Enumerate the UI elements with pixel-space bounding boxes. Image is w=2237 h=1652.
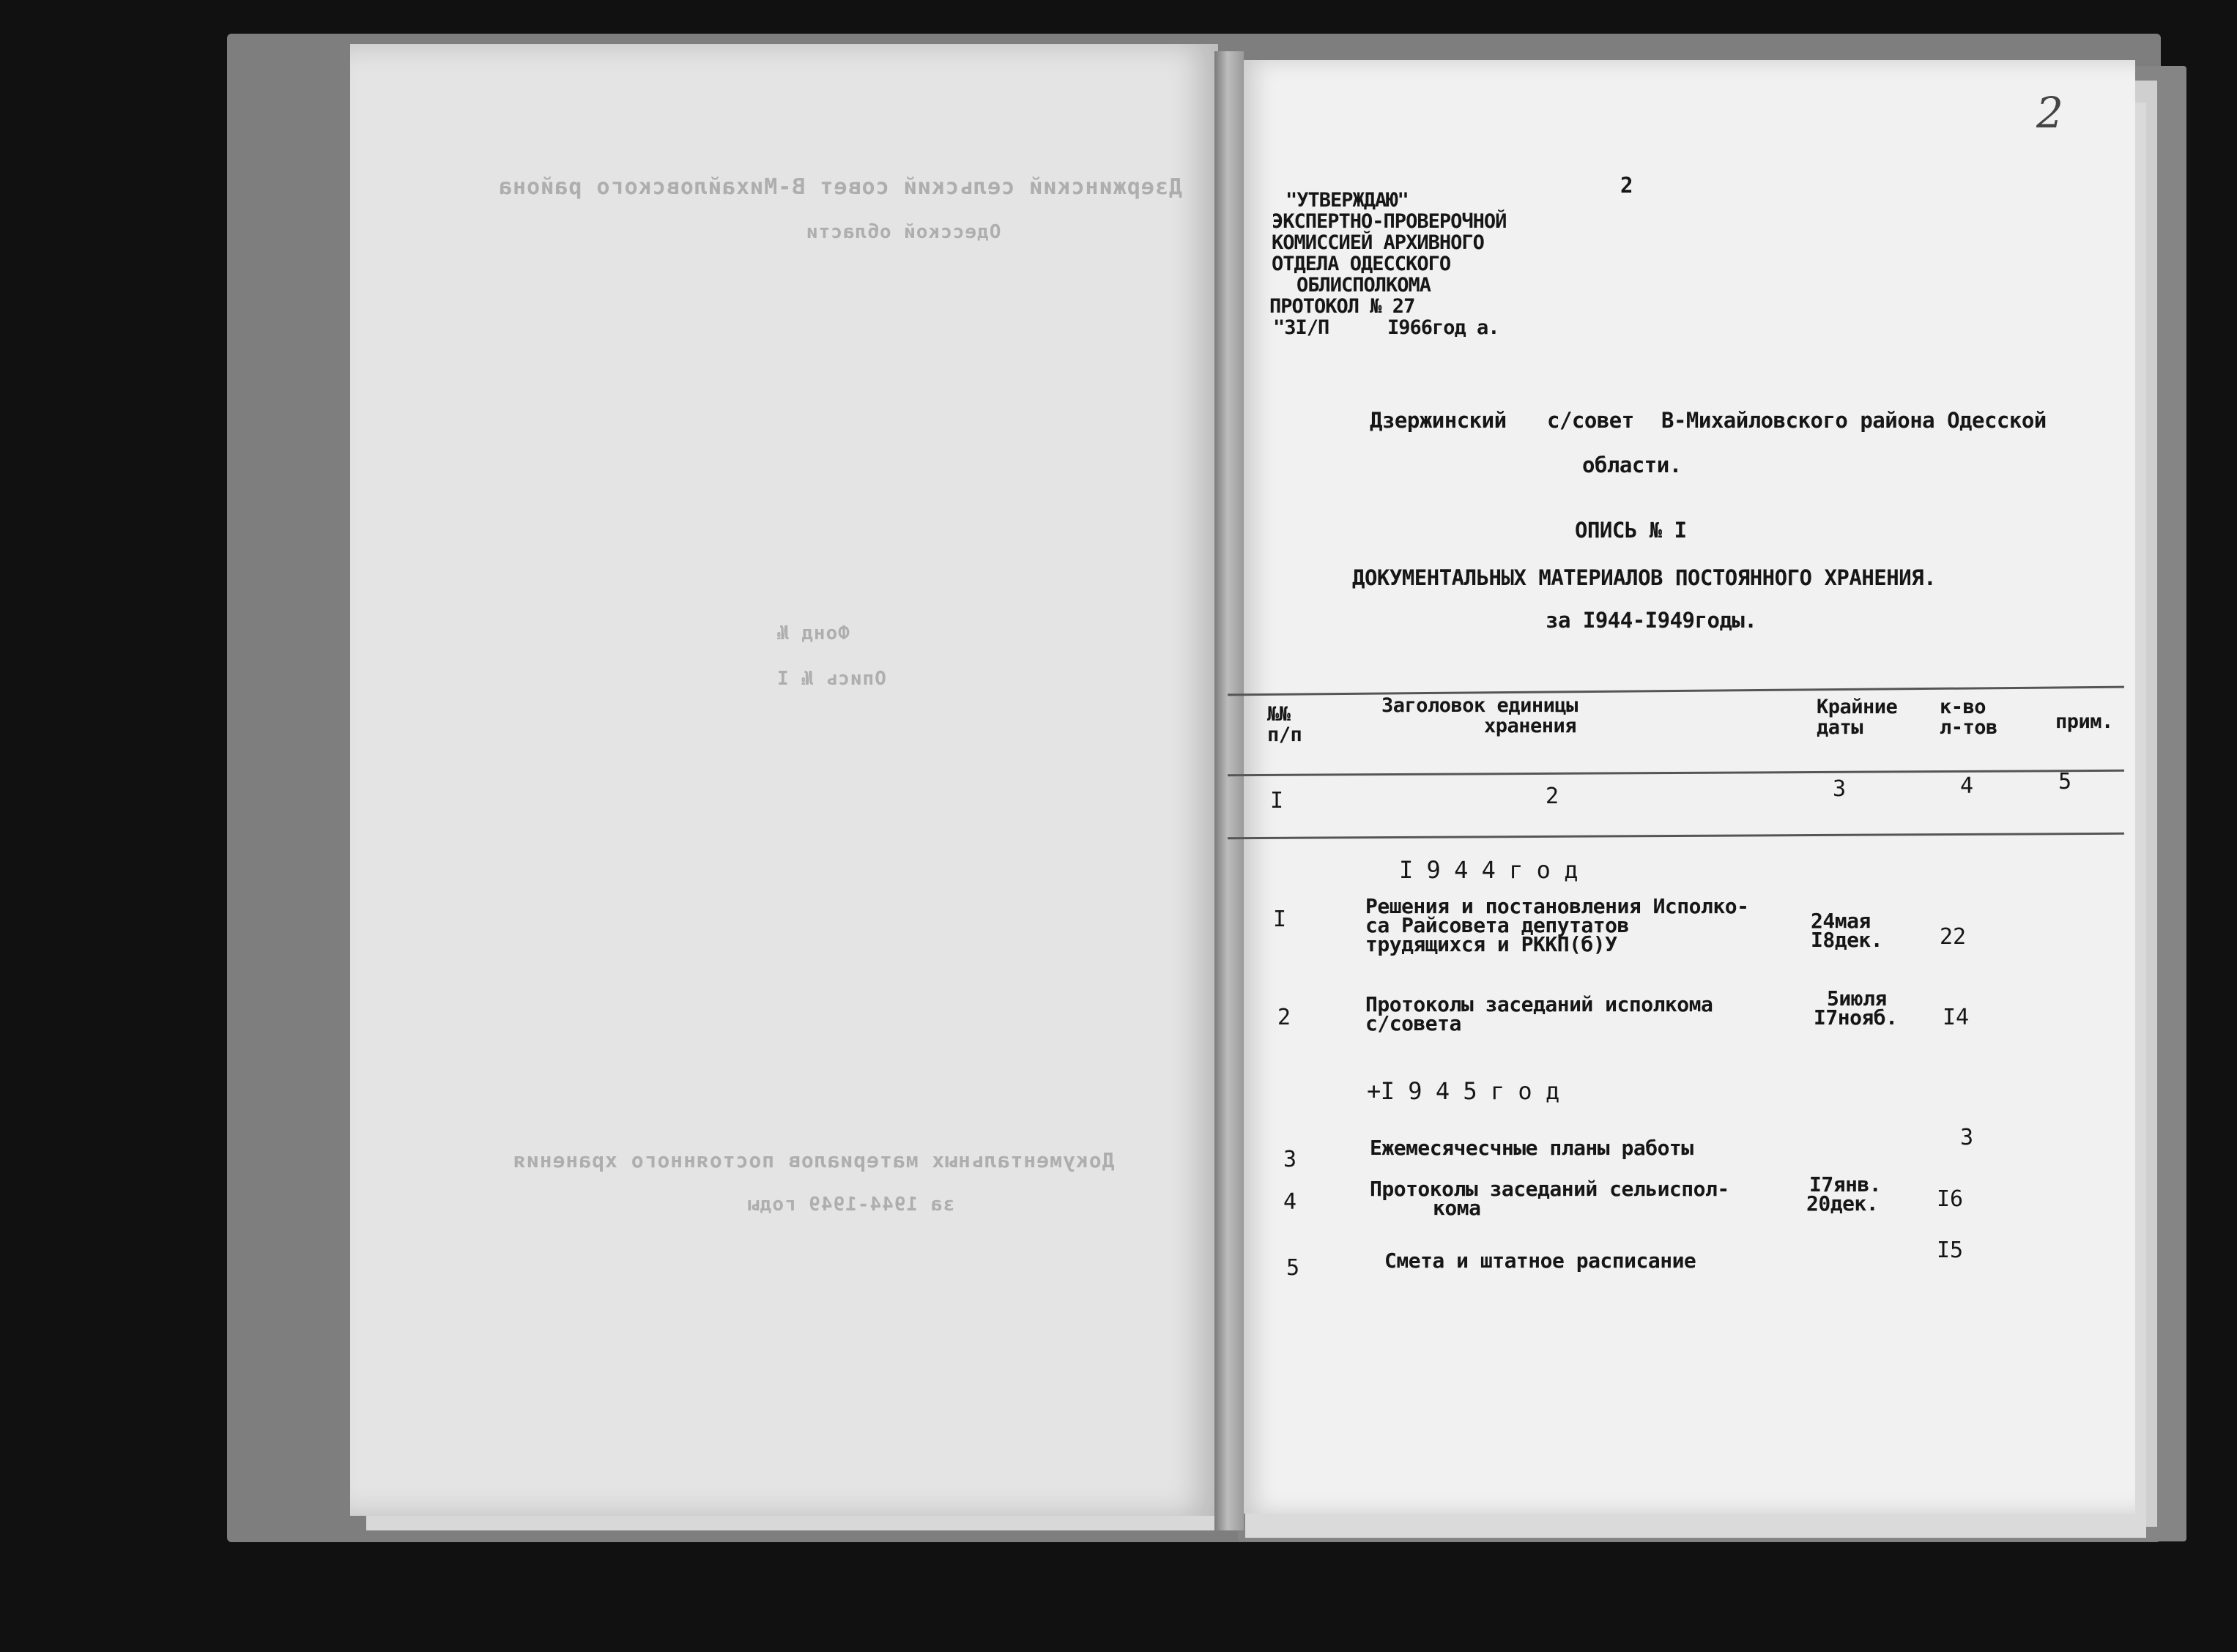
row-date-start: 5июля: [1827, 986, 1887, 1011]
col-number: 2: [1546, 784, 1559, 809]
inventory-subtitle: ДОКУМЕНТАЛЬНЫХ МАТЕРИАЛОВ ПОСТОЯННОГО ХРАНЕНИЯ.: [1352, 565, 1937, 590]
row-sheet-count: 22: [1940, 924, 1967, 950]
stamp-line: КОМИССИЕЙ АРХИВНОГО: [1272, 231, 1484, 254]
ghost-line: за 1944-1949 годы: [747, 1194, 955, 1216]
row-date-start: 24мая: [1811, 909, 1871, 933]
row-title: Ежемесячесчные планы работы: [1370, 1136, 1693, 1160]
col-header-dates: Крайние: [1817, 696, 1898, 718]
ghost-line: Документальных материалов постоянного хранения: [513, 1148, 1115, 1172]
row-sheet-count: I5: [1937, 1238, 1964, 1263]
row-title: с/совета: [1365, 1011, 1461, 1035]
header-village-council: Дзержинский: [1370, 408, 1507, 433]
row-sheet-count: I6: [1937, 1186, 1964, 1212]
book-spine: [1214, 51, 1244, 1530]
row-title: Протоколы заседаний сельиспол-: [1370, 1177, 1729, 1201]
row-number: 4: [1283, 1189, 1297, 1215]
col-header-notes: прим.: [2055, 710, 2113, 733]
left-page: [350, 44, 1218, 1516]
row-title: Смета и штатное расписание: [1384, 1249, 1696, 1273]
stamp-line: ОБЛИСПОЛКОМА: [1296, 274, 1431, 297]
ghost-line: Одесской области: [806, 221, 1001, 243]
row-sheet-count: 3: [1960, 1125, 1974, 1150]
col-header-dates: даты: [1817, 716, 1863, 739]
year-heading-1944: I 9 4 4 г о д: [1399, 856, 1578, 884]
col-number: 3: [1833, 776, 1847, 802]
stamp-date-year: I966год а.: [1387, 316, 1499, 339]
stamp-date-day: "3I/П: [1273, 316, 1329, 339]
header-council-type: с/совет: [1547, 408, 1634, 433]
row-title: кома: [1433, 1196, 1481, 1220]
row-date-end: I7нояб.: [1814, 1005, 1898, 1030]
row-sheet-count: I4: [1943, 1005, 1970, 1030]
ghost-line: Опись № I: [776, 668, 886, 690]
col-header-title: Заголовок единицы: [1381, 694, 1578, 717]
col-header-sheets: к-во: [1940, 696, 1986, 718]
stamp-line: ЭКСПЕРТНО-ПРОВЕРОЧНОЙ: [1272, 210, 1507, 233]
col-number: 4: [1960, 773, 1974, 799]
row-number: 3: [1283, 1147, 1297, 1172]
inventory-number: ОПИСЬ № I: [1575, 518, 1687, 543]
stamp-line: ОТДЕЛА ОДЕССКОГО: [1272, 253, 1451, 275]
row-title: Протоколы заседаний исполкома: [1365, 992, 1713, 1016]
year-heading-1945: +I 9 4 5 г о д: [1367, 1077, 1559, 1105]
col-header-number: п/п: [1267, 723, 1302, 746]
ghost-line: Фонд №: [776, 622, 850, 644]
col-number: I: [1270, 788, 1284, 814]
row-title: трудящихся и РККП(б)У: [1365, 932, 1617, 956]
row-date-end: 20дек.: [1806, 1191, 1879, 1216]
row-date-end: I8дек.: [1811, 928, 1883, 952]
header-district: В-Михайловского района Одесской: [1661, 408, 2047, 433]
row-title: са Райсовета депутатов: [1365, 913, 1629, 937]
row-title: Решения и постановления Исполко-: [1365, 894, 1749, 918]
header-region: области.: [1582, 453, 1682, 477]
col-number: 5: [2058, 769, 2072, 795]
row-number: I: [1273, 907, 1287, 932]
stamp-title: "УТВЕРЖДАЮ": [1286, 189, 1409, 212]
page-number: 2: [1620, 173, 1633, 198]
row-number: 2: [1277, 1005, 1291, 1030]
handwritten-page-number: 2: [2036, 88, 2063, 138]
col-header-title: хранения: [1484, 715, 1577, 737]
row-number: 5: [1286, 1255, 1300, 1281]
row-date-start: I7янв.: [1809, 1172, 1882, 1197]
ghost-line: Дзержинский сельский совет В-Михайловского района: [498, 174, 1183, 200]
stamp-line: ПРОТОКОЛ № 27: [1269, 295, 1415, 318]
col-header-number: №№: [1267, 703, 1291, 726]
inventory-period: за I944-I949годы.: [1546, 608, 1757, 633]
col-header-sheets: л-тов: [1940, 716, 1997, 739]
